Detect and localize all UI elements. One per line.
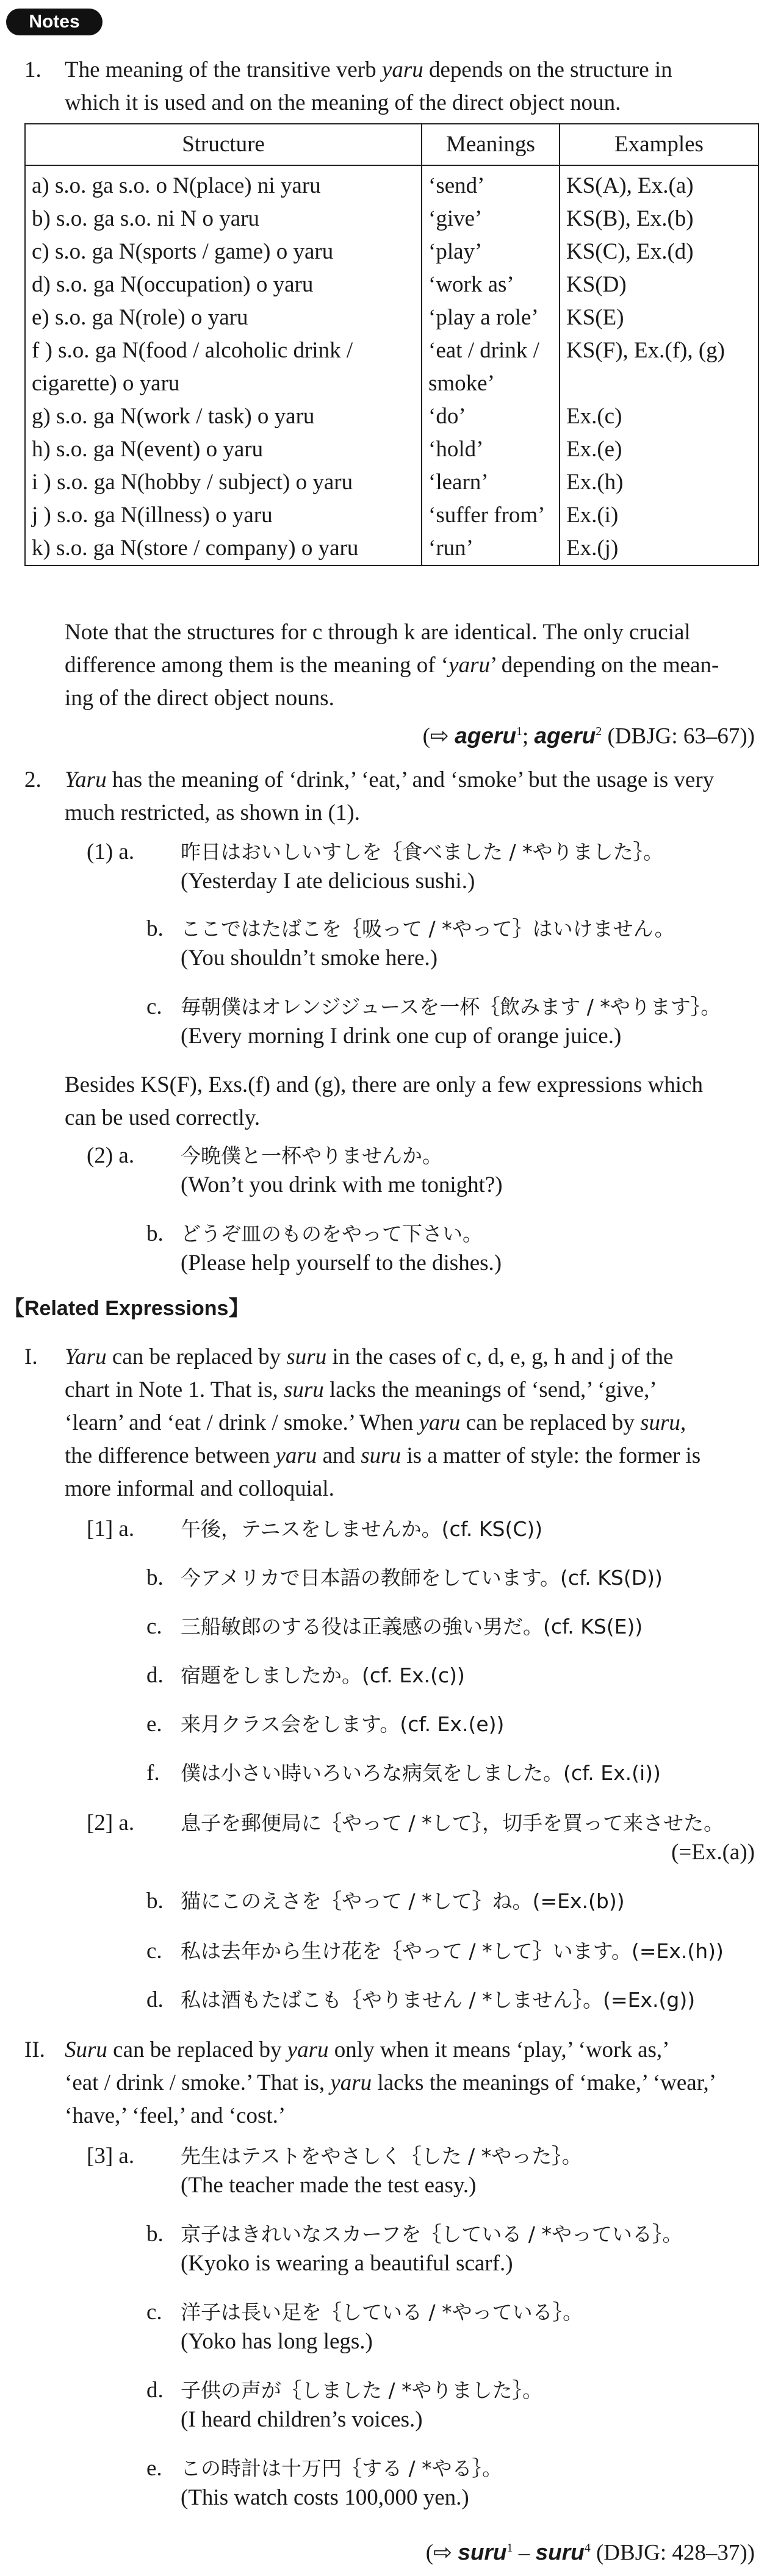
table-cell-structure: b) s.o. ga s.o. ni N o yaru — [25, 203, 422, 235]
table-row — [25, 400, 758, 433]
related-II-reference: (⇨ suru$^1$ – suru$^4$ (DBJG: 428–37)) — [425, 2539, 755, 2566]
note-1-intro — [65, 54, 759, 120]
example-translation: (Every morning I drink one cup of orange juice.) — [181, 1024, 622, 1049]
table-cell-meaning: ‘do’ — [422, 400, 560, 433]
explanation-line: ing of the direct object nouns. — [65, 686, 334, 711]
example-label: b. — [146, 1565, 164, 1590]
besides-line: Besides KS(F), Exs.(f) and (g), there are only a few expressions which — [65, 1072, 703, 1097]
example-japanese: 来月クラス会をします。(cf. Ex.(e)) — [181, 1712, 505, 1736]
table-row — [25, 334, 758, 367]
example-label: (2) a. — [87, 1143, 135, 1168]
table-cell-structure: a) s.o. ga s.o. o N(place) ni yaru — [25, 165, 422, 203]
table-cell-structure: h) s.o. ga N(event) o yaru — [25, 433, 422, 466]
structure-table — [24, 123, 759, 566]
table-cell-meaning: ‘work as’ — [422, 268, 560, 301]
related-I-line: chart in Note 1. That is, suru lacks the meanings of ‘send,’ ‘give,’ — [65, 1377, 657, 1402]
example-japanese: 宿題をしましたか。(cf. Ex.(c)) — [181, 1663, 465, 1687]
notes-badge: Notes — [6, 9, 103, 35]
table-cell-examples — [560, 367, 758, 400]
table-cell-examples: Ex.(e) — [560, 433, 758, 466]
example-label: d. — [146, 1663, 164, 1688]
table-cell-examples: Ex.(h) — [560, 466, 758, 499]
note-1-reference: (⇨ ageru$^1$; ageru$^2$ (DBJG: 63–67)) — [422, 722, 755, 749]
table-row — [25, 433, 758, 466]
related-I-text — [65, 1341, 759, 1505]
example-label: f. — [146, 1760, 160, 1785]
example-label: e. — [146, 1712, 162, 1737]
table-cell-examples: KS(C), Ex.(d) — [560, 235, 758, 268]
table-row — [25, 499, 758, 532]
note-2-line: much restricted, as shown in (1). — [65, 800, 360, 825]
example-translation: (Won’t you drink with me tonight?) — [181, 1172, 503, 1197]
note-2-besides — [65, 1069, 759, 1135]
table-row — [25, 165, 758, 203]
example-japanese: 子供の声が｛しました / *やりました｝。 — [181, 2378, 543, 2402]
table-cell-structure: c) s.o. ga N(sports / game) o yaru — [25, 235, 422, 268]
table-cell-meaning: ‘play’ — [422, 235, 560, 268]
example-translation: (This watch costs 100,000 yen.) — [181, 2485, 469, 2510]
table-header-examples: Examples — [560, 124, 758, 165]
example-label: b. — [146, 2222, 164, 2247]
table-cell-examples: KS(B), Ex.(b) — [560, 203, 758, 235]
table-cell-examples: KS(E) — [560, 301, 758, 334]
table-cell-meaning: ‘learn’ — [422, 466, 560, 499]
table-header-meanings: Meanings — [422, 124, 560, 165]
table-cell-meaning: ‘play a role’ — [422, 301, 560, 334]
note-1-line: which it is used and on the meaning of the direct object noun. — [65, 90, 621, 115]
table-cell-structure: j ) s.o. ga N(illness) o yaru — [25, 499, 422, 532]
example-japanese: 三船敏郎のする役は正義感の強い男だ。(cf. KS(E)) — [181, 1615, 643, 1638]
example-label: d. — [146, 1987, 164, 2012]
table-cell-examples: KS(F), Ex.(f), (g) — [560, 334, 758, 367]
example-label: b. — [146, 1221, 164, 1246]
example-japanese: 洋子は長い足を｛している / *やっている｝。 — [181, 2300, 583, 2324]
table-cell-structure: g) s.o. ga N(work / task) o yaru — [25, 400, 422, 433]
related-I-line: the difference between yaru and suru is a matter of style: the former is — [65, 1443, 701, 1468]
example-japanese: どうぞ皿のものをやって下さい。 — [181, 1222, 483, 1246]
table-cell-meaning: ‘suffer from’ — [422, 499, 560, 532]
example-translation: (You shouldn’t smoke here.) — [181, 945, 438, 970]
besides-line: can be used correctly. — [65, 1105, 261, 1130]
example-label: [1] a. — [87, 1516, 135, 1541]
related-II-line: ‘eat / drink / smoke.’ That is, yaru lacks the meanings of ‘make,’ ‘wear,’ — [65, 2070, 717, 2095]
example-japanese: この時計は十万円｛する / *やる｝。 — [181, 2456, 503, 2480]
example-translation: (Kyoko is wearing a beautiful scarf.) — [181, 2251, 513, 2276]
example-label: [3] a. — [87, 2144, 135, 2169]
example-japanese: 猫にこのえさを｛やって / *して｝ね。(=Ex.(b)) — [181, 1889, 625, 1913]
table-cell-meaning: ‘send’ — [422, 165, 560, 203]
table-cell-structure: i ) s.o. ga N(hobby / subject) o yaru — [25, 466, 422, 499]
example-translation: (I heard children’s voices.) — [181, 2407, 423, 2432]
example-label: c. — [146, 994, 162, 1019]
table-header-structure: Structure — [25, 124, 422, 165]
table-cell-meaning: ‘eat / drink / — [422, 334, 560, 367]
explanation-line: difference among them is the meaning of ‘yaru’ depending on the mean- — [65, 653, 719, 678]
example-translation: (Yoko has long legs.) — [181, 2329, 373, 2354]
table-cell-examples: Ex.(i) — [560, 499, 758, 532]
example-label: b. — [146, 1889, 164, 1914]
table-cell-meaning: ‘give’ — [422, 203, 560, 235]
example-japanese: 息子を郵便局に｛やって / *して｝，切手を買って来させた。 — [181, 1811, 724, 1835]
example-japanese: 毎朝僕はオレンジジュースを一杯｛飲みます / *やります｝。 — [181, 995, 721, 1019]
related-II-line: Suru can be replaced by yaru only when it means ‘play,’ ‘work as,’ — [65, 2037, 670, 2062]
note-1-line: The meaning of the transitive verb yaru depends on the structure in — [65, 57, 672, 82]
table-cell-meaning: ‘run’ — [422, 532, 560, 565]
related-I-number: I. — [24, 1344, 38, 1369]
related-I-line: ‘learn’ and ‘eat / drink / smoke.’ When yaru can be replaced by suru, — [65, 1410, 686, 1435]
example-label: (1) a. — [87, 839, 135, 864]
table-row — [25, 367, 758, 400]
example-translation: (Yesterday I ate delicious sushi.) — [181, 869, 475, 894]
table-row — [25, 301, 758, 334]
table-cell-meaning: smoke’ — [422, 367, 560, 400]
related-II-number: II. — [24, 2037, 45, 2062]
table-cell-structure: k) s.o. ga N(store / company) o yaru — [25, 532, 422, 565]
example-label: e. — [146, 2456, 162, 2481]
example-japanese: 私は酒もたばこも｛やりません / *しません｝。(=Ex.(g)) — [181, 1988, 696, 2012]
table-cell-examples: Ex.(j) — [560, 532, 758, 565]
example-label: d. — [146, 2378, 164, 2403]
example-japanese: 今アメリカで日本語の教師をしています。(cf. KS(D)) — [181, 1566, 663, 1590]
related-I-line: Yaru can be replaced by suru in the cases of c, d, e, g, h and j of the — [65, 1344, 674, 1369]
example-label: b. — [146, 916, 164, 941]
example-japanese: 先生はテストをやさしく｛した / *やった｝。 — [181, 2144, 582, 2168]
example-japanese: 僕は小さい時いろいろな病気をしました。(cf. Ex.(i)) — [181, 1761, 661, 1785]
table-row — [25, 532, 758, 565]
table-row — [25, 235, 758, 268]
example-japanese: 昨日はおいしいすしを｛食べました / *やりました｝。 — [181, 840, 664, 864]
table-cell-examples: KS(D) — [560, 268, 758, 301]
note-2-number: 2. — [24, 767, 41, 792]
related-I-line: more informal and colloquial. — [65, 1476, 334, 1501]
example-crossref: (=Ex.(a)) — [671, 1840, 755, 1865]
note-2-line: Yaru has the meaning of ‘drink,’ ‘eat,’ and ‘smoke’ but the usage is very — [65, 767, 715, 792]
example-label: [2] a. — [87, 1810, 135, 1835]
example-label: c. — [146, 1939, 162, 1964]
note-1-number: 1. — [24, 57, 41, 82]
related-II-text — [65, 2034, 759, 2133]
related-expressions-heading: 【Related Expressions】 — [4, 1297, 250, 1320]
table-cell-structure: e) s.o. ga N(role) o yaru — [25, 301, 422, 334]
example-label: c. — [146, 2300, 162, 2325]
table-row — [25, 466, 758, 499]
table-cell-examples: KS(A), Ex.(a) — [560, 165, 758, 203]
example-japanese: ここではたばこを｛吸って / *やって｝はいけません。 — [181, 917, 675, 941]
example-japanese: 今晩僕と一杯やりませんか。 — [181, 1144, 442, 1168]
table-row — [25, 203, 758, 235]
example-japanese: 私は去年から生け花を｛やって / *して｝います。(=Ex.(h)) — [181, 1939, 724, 1963]
explanation-line: Note that the structures for c through k are identical. The only crucial — [65, 620, 691, 645]
note-2-intro — [65, 764, 759, 830]
table-cell-structure: f ) s.o. ga N(food / alcoholic drink / — [25, 334, 422, 367]
table-cell-structure: d) s.o. ga N(occupation) o yaru — [25, 268, 422, 301]
example-translation: (Please help yourself to the dishes.) — [181, 1250, 502, 1275]
table-cell-examples: Ex.(c) — [560, 400, 758, 433]
example-translation: (The teacher made the test easy.) — [181, 2173, 477, 2198]
note-1-explanation — [65, 616, 759, 715]
example-japanese: 京子はきれいなスカーフを｛している / *やっている｝。 — [181, 2222, 683, 2246]
related-II-line: ‘have,’ ‘feel,’ and ‘cost.’ — [65, 2103, 286, 2128]
table-cell-meaning: ‘hold’ — [422, 433, 560, 466]
table-cell-structure: cigarette) o yaru — [25, 367, 422, 400]
example-label: c. — [146, 1614, 162, 1639]
table-row — [25, 268, 758, 301]
example-japanese: 午後，テニスをしませんか。(cf. KS(C)) — [181, 1517, 543, 1541]
